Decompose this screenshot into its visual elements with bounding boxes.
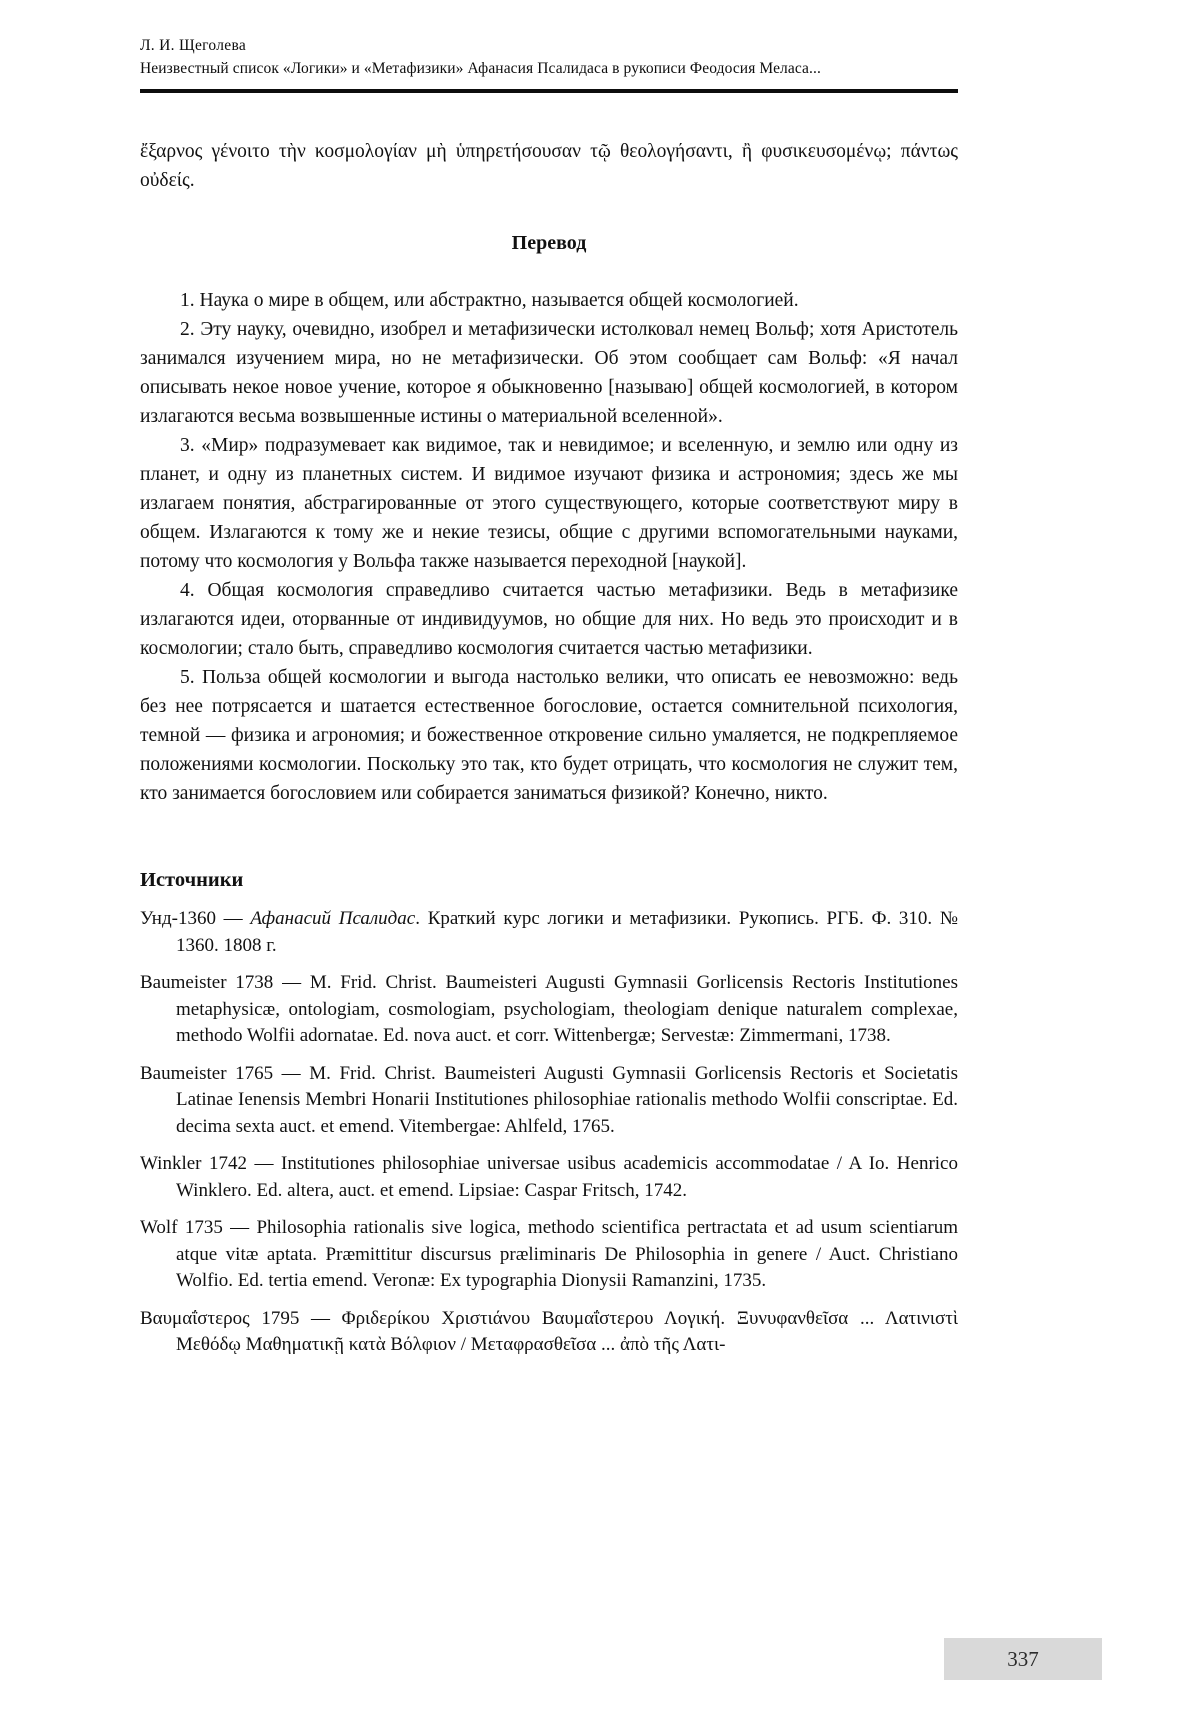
- source-text: Βαυμαΐστερος 1795 — Φριδερίκου Χριστιάνου Βαυμαΐστερου Λογική. Ξυνυφανθεῖσα ... Λατινιστὶ Μεθόδῳ Μαθηματικῇ κατὰ Βόλφιον / Μεταφρασθεῖσα ... ἀπὸ τῆς Λατι-: [140, 1307, 958, 1355]
- source-text: Baumeister 1765 — M. Frid. Christ. Baumeisteri Augusti Gymnasii Gorlicensis Rectoris et Societatis Latinae Ienensis Membri Honarii Institutiones philosophiae rationalis methodo Wolfii conscriptae. Ed. decima sexta auct. et emend. Vitembergae: Ahlfeld, 1765.: [140, 1062, 958, 1137]
- sources-heading: Источники: [140, 869, 244, 891]
- translation-paragraph-4: 4. Общая космология справедливо считается частью метафизики. Ведь в метафизике излагаются идеи, оторванные от индивидуумов, но общие для них. Но ведь это происходит и в космологии; стало быть, справедливо космология считается частью метафизики.: [140, 580, 958, 659]
- translation-paragraph-5: 5. Польза общей космологии и выгода настолько велики, что описать ее невозможно: ведь без нее потрясается и шатается естественное богословие, остается сомнительной психология, темной — физика и агрономия; и божественное откровение сильно умаляется, не подкрепляемое положениями космологии. Поскольку это так, кто будет отрицать, что космология не служит тем, кто занимается богословием или собирается заниматься физикой? Конечно, никто.: [140, 667, 958, 804]
- page-number: 337: [1007, 1646, 1039, 1671]
- source-author-italic: Афанасий Псалидас: [250, 908, 416, 929]
- source-text: Winkler 1742 — Institutiones philosophiae universae usibus academicis accommodatae / A Io. Henrico Winklero. Ed. altera, auct. et emend. Lipsiae: Caspar Fritsch, 1742.: [140, 1153, 958, 1201]
- page-number-badge: [944, 1638, 1102, 1680]
- translation-heading: Перевод: [511, 232, 587, 254]
- greek-lead-paragraph: ἔξαρνος γένοιτο τὴν κοσμολογίαν μὴ ὑπηρετήσουσαν τῷ θεολογήσαντι, ἢ φυσικευσομένῳ; πάντως οὐδείς.: [140, 141, 958, 191]
- header-author: Л. И. Щеголева: [140, 37, 247, 54]
- source-entry-und-1360: [140, 906, 958, 959]
- source-entry-wolf-1735: [140, 1215, 958, 1295]
- translation-paragraph-3: 3. «Мир» подразумевает как видимое, так и невидимое; и вселенную, и землю или одну из планет, и одну из планетных систем. И видимое изучают физика и астрономия; здесь же мы излагаем понятия, абстрагированные от этого существующего, которые соответствуют миру в общем. Излагаются к тому же и некие тезисы, общие с другими вспомогательными науками, потому что космология у Вольфа также называется переходной [наукой].: [140, 435, 958, 572]
- header-rule: [140, 89, 958, 93]
- source-text: Wolf 1735 — Philosophia rationalis sive logica, methodo scientifica pertractata et ad usum scientiarum atque vitæ aptata. Præmittitur discursus præliminaris De Philosophia in genere / Auct. Christiano Wolfio. Ed. tertia emend. Veronæ: Ex typographia Dionysii Ramanzini, 1735.: [140, 1217, 958, 1291]
- source-entry-baumeister-1765: [140, 1061, 958, 1141]
- source-text: . Краткий курс логики и метафизики. Рукопись. РГБ. Ф. 310. № 1360. 1808 г.: [176, 908, 958, 956]
- source-text: Baumeister 1738 — M. Frid. Christ. Baumeisteri Augusti Gymnasii Gorlicensis Rectoris Institutiones metaphysicæ, ontologiam, cosmologiam, psychologiam, theologiam denique naturalem complexae, methodo Wolfii adornatae. Ed. nova auct. et corr. Wittenbergæ; Servestæ: Zimmermani, 1738.: [140, 972, 958, 1046]
- source-entry-baumeister-1738: [140, 970, 958, 1050]
- running-header: [140, 34, 958, 93]
- article-body: [140, 137, 958, 1359]
- translation-paragraph-2: 2. Эту науку, очевидно, изобрел и метафизически истолковал немец Вольф; хотя Аристотель занимался изучением мира, но не метафизически. Об этом сообщает сам Вольф: «Я начал описывать некое новое учение, которое я обыкновенно [называю] общей космологией, в котором излагаются весьма возвышенные истины о материальной вселенной».: [140, 319, 958, 427]
- source-text: Унд-1360 —: [140, 908, 251, 929]
- source-entry-winkler-1742: [140, 1151, 958, 1204]
- header-article-title: Неизвестный список «Логики» и «Метафизики» Афанасия Псалидаса в рукописи Феодосия Меласа...: [140, 60, 821, 77]
- source-entry-baumeisteros-1795: [140, 1306, 958, 1359]
- translation-paragraph-1: 1. Наука о мире в общем, или абстрактно, называется общей космологией.: [180, 290, 799, 311]
